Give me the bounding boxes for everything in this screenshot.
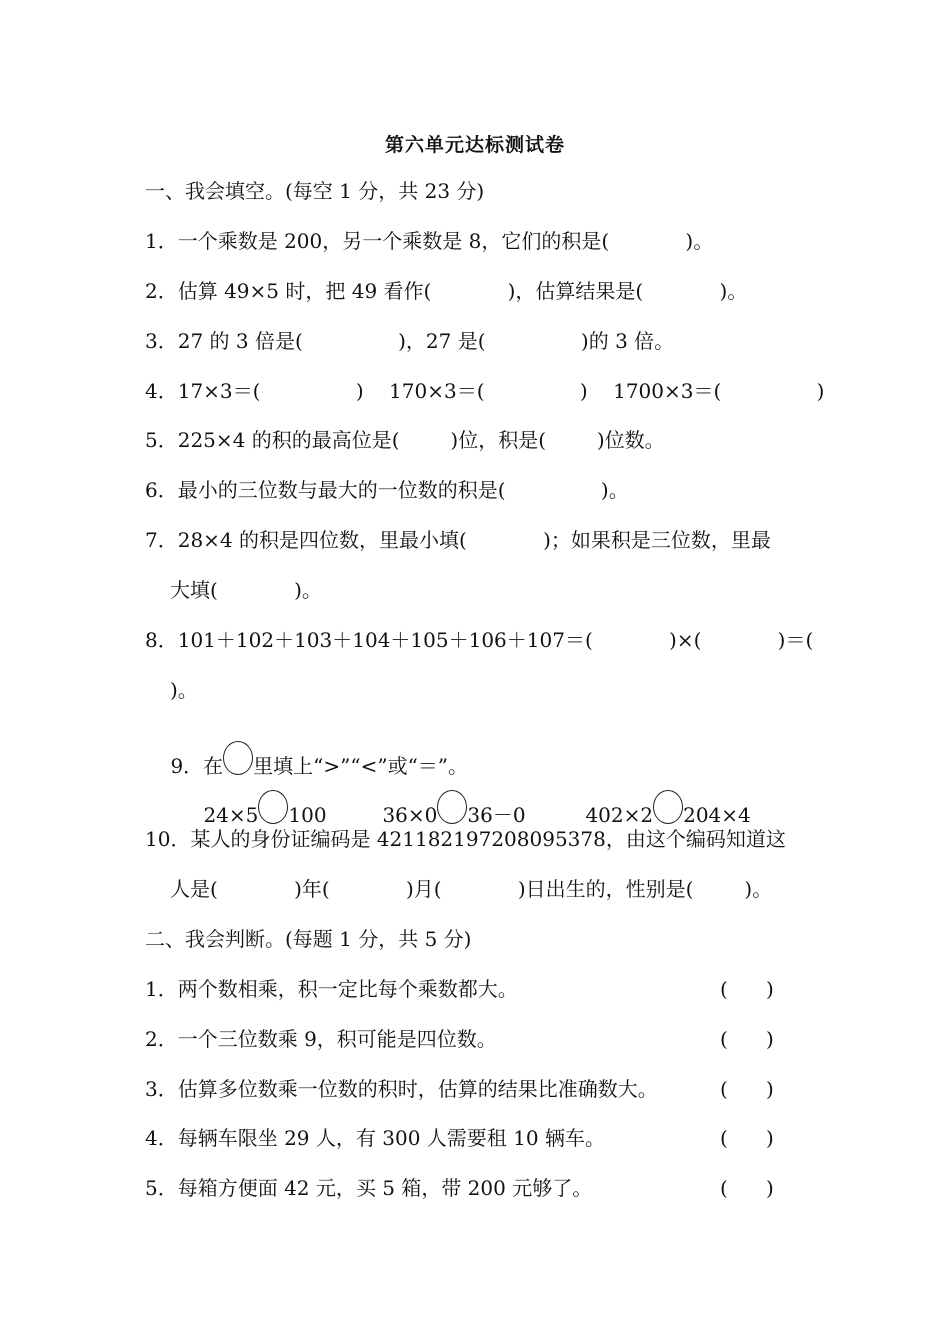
judge-answer-blank-5[interactable]: ( ) [720, 1176, 774, 1200]
judge-question-1: 1．两个数相乘，积一定比每个乘数都大。 [145, 977, 518, 1001]
q9-suffix: 里填上“>”“<”或“＝”。 [253, 754, 469, 778]
compare-left: 24×5 [203, 803, 259, 827]
fill-question-1: 1．一个乘数是 200，另一个乘数是 8，它们的积是( )。 [145, 229, 714, 253]
compare-circle-blank[interactable] [437, 790, 467, 824]
judge-answer-blank-4[interactable]: ( ) [720, 1126, 774, 1150]
section-2-heading: 二、我会判断。(每题 1 分，共 5 分) [145, 927, 472, 951]
fill-question-10-line-1: 10．某人的身份证编码是 421182197208095378，由这个编码知道这 [145, 827, 786, 851]
fill-question-2: 2．估算 49×5 时，把 49 看作( )，估算结果是( )。 [145, 279, 748, 303]
judge-question-3: 3．估算多位数乘一位数的积时，估算的结果比准确数大。 [145, 1077, 658, 1101]
section-1-heading: 一、我会填空。(每空 1 分，共 23 分) [145, 179, 485, 203]
circle-icon [223, 741, 253, 775]
fill-question-10-line-2: 人是( )年( )月( )日出生的，性别是( )。 [170, 877, 773, 901]
judge-answer-blank-1[interactable]: ( ) [720, 977, 774, 1001]
fill-question-6: 6．最小的三位数与最大的一位数的积是( )。 [145, 478, 629, 502]
judge-question-5: 5．每箱方便面 42 元，买 5 箱，带 200 元够了。 [145, 1176, 593, 1200]
compare-left: 402×2 [585, 803, 654, 827]
fill-question-7-line-1: 7．28×4 的积是四位数，里最小填( )；如果积是三位数，里最 [145, 528, 771, 552]
fill-question-3: 3．27 的 3 倍是( )，27 是( )的 3 倍。 [145, 329, 675, 353]
judge-answer-blank-3[interactable]: ( ) [720, 1077, 774, 1101]
compare-right: 204×4 [683, 803, 751, 827]
judge-question-2: 2．一个三位数乘 9，积可能是四位数。 [145, 1027, 497, 1051]
compare-right: 100 [288, 803, 327, 827]
fill-question-8-line-1: 8．101＋102＋103＋104＋105＋106＋107＝( )×( )＝( [145, 628, 814, 652]
judge-question-4: 4．每辆车限坐 29 人，有 300 人需要租 10 辆车。 [145, 1126, 605, 1150]
q9-prefix: 9．在 [170, 754, 224, 778]
compare-left: 36×0 [382, 803, 438, 827]
compare-circle-blank[interactable] [653, 790, 683, 824]
fill-question-5: 5．225×4 的积的最高位是( )位，积是( )位数。 [145, 428, 665, 452]
compare-right: 36－0 [467, 803, 526, 827]
fill-question-4: 4．17×3＝( ) 170×3＝( ) 1700×3＝( ) [145, 379, 825, 403]
fill-question-8-line-2: )。 [170, 678, 198, 702]
judge-answer-blank-2[interactable]: ( ) [720, 1027, 774, 1051]
fill-question-7-line-2: 大填( )。 [170, 578, 322, 602]
compare-circle-blank[interactable] [258, 790, 288, 824]
page-title: 第六单元达标测试卷 [384, 134, 565, 156]
